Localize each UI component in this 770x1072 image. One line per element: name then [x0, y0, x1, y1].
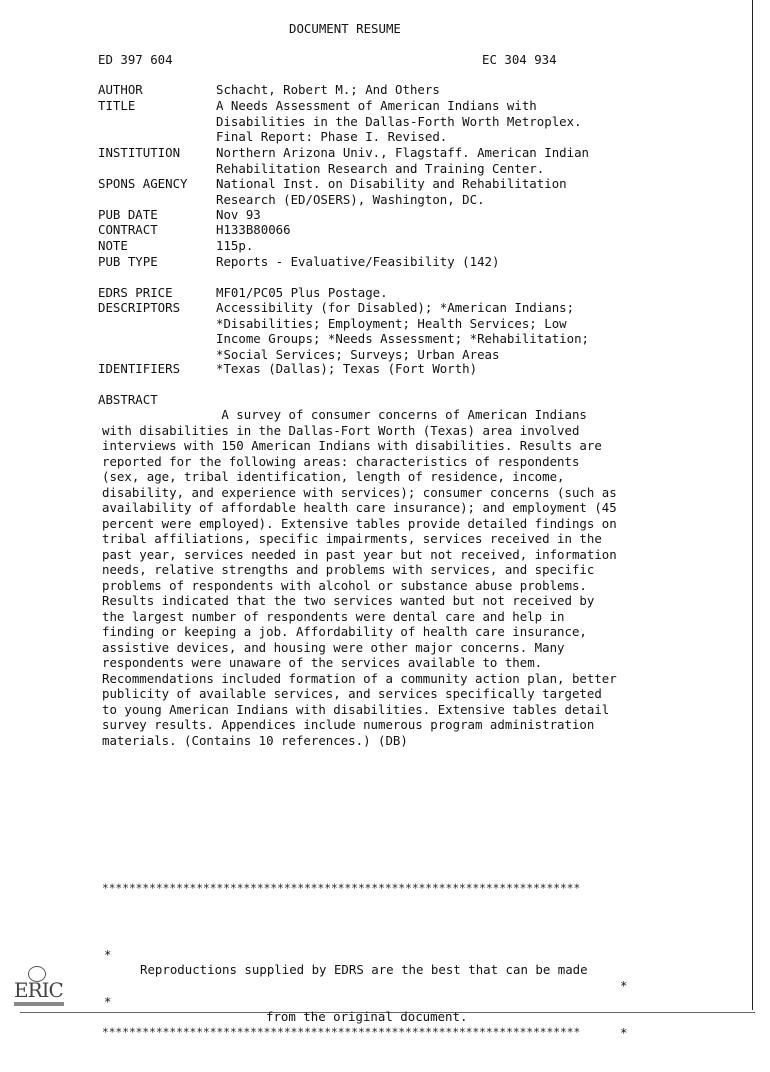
ed-number: ED 397 604: [98, 52, 173, 67]
field-value: [216, 145, 738, 176]
field-label: DESCRIPTORS: [98, 300, 181, 315]
field-value: [216, 98, 738, 145]
notice-star-right: *: [620, 1024, 628, 1040]
field-value-line: Rehabilitation Research and Training Center.: [216, 160, 545, 176]
field-label: IDENTIFIERS: [98, 361, 181, 376]
abstract-line: disability, and experience with services); consumer concerns (such as: [102, 484, 617, 500]
field-value: [216, 82, 738, 98]
field-value: [216, 254, 738, 270]
field-value-line: *Social Services; Surveys; Urban Areas: [216, 346, 500, 362]
field-label: NOTE: [98, 238, 128, 253]
field-pub-type: [98, 254, 738, 270]
field-value-line: A Needs Assessment of American Indians with: [216, 98, 537, 113]
abstract-line: problems of respondents with alcohol or substance abuse problems.: [102, 577, 587, 593]
field-label: CONTRACT: [98, 222, 158, 237]
abstract-line: tribal affiliations, specific impairments, services received in the: [102, 531, 602, 546]
abstract-line: materials. (Contains 10 references.) (DB): [102, 732, 408, 748]
field-value-line: Income Groups; *Needs Assessment; *Rehabilitation;: [216, 331, 589, 347]
field-value: [216, 222, 738, 238]
abstract-line: publicity of available services, and services specifically targeted: [102, 686, 602, 701]
abstract-line: A survey of consumer concerns of American Indians: [102, 407, 587, 422]
notice-star-left: *: [104, 993, 112, 1009]
field-value: [216, 176, 738, 207]
abstract-line: needs, relative strengths and problems with services, and specific: [102, 562, 595, 577]
field-contract: [98, 222, 738, 238]
eric-logo: [8, 962, 64, 1008]
abstract-label: ABSTRACT: [98, 392, 158, 407]
abstract-body: [102, 407, 732, 748]
eric-logo-strip: [14, 1002, 64, 1006]
abstract-line: the largest number of respondents were dental care and help in: [102, 608, 565, 624]
field-value: [216, 238, 738, 254]
field-label: SPONS AGENCY: [98, 176, 188, 191]
field-institution: [98, 145, 738, 176]
field-label: AUTHOR: [98, 82, 143, 97]
notice-star-right: *: [620, 977, 628, 993]
field-value: [216, 285, 738, 301]
abstract-line: (sex, age, tribal identification, length of residence, income,: [102, 469, 565, 484]
abstract-line: Recommendations included formation of a community action plan, better: [102, 670, 617, 686]
notice-bottom-border: ***********************************************************************: [102, 1026, 581, 1040]
abstract-line: assistive devices, and housing were other major concerns. Many: [102, 639, 565, 655]
ec-number: EC 304 934: [482, 52, 557, 67]
field-title: [98, 98, 738, 145]
notice-top-border: ***********************************************************************: [102, 882, 581, 896]
field-value-line: Nov 93: [216, 207, 261, 222]
field-value: [216, 300, 738, 362]
field-descriptors: [98, 300, 738, 362]
field-identifiers: [98, 361, 738, 377]
abstract-line: with disabilities in the Dallas-Fort Worth (Texas) area involved: [102, 422, 580, 438]
field-label: PUB DATE: [98, 207, 158, 222]
field-value: [216, 207, 738, 223]
field-value-line: *Texas (Dallas); Texas (Fort Worth): [216, 361, 478, 376]
field-edrs-price: [98, 285, 738, 301]
abstract-line: reported for the following areas: characteristics of respondents: [102, 453, 580, 469]
field-pub-date: [98, 207, 738, 223]
abstract-line: Results indicated that the two services wanted but not received by: [102, 593, 595, 608]
field-label: INSTITUTION: [98, 145, 181, 160]
field-value-line: Final Report: Phase I. Revised.: [216, 129, 448, 145]
abstract-line: interviews with 150 American Indians with disabilities. Results are: [102, 438, 602, 453]
field-value-line: Accessibility (for Disabled); *American Indians;: [216, 300, 575, 315]
eric-logo-text: ERIC: [14, 978, 63, 1002]
field-label: TITLE: [98, 98, 136, 113]
notice-star-left: *: [104, 946, 112, 962]
abstract-line: past year, services needed in past year but not received, information: [102, 546, 617, 562]
field-value: [216, 361, 738, 377]
field-value-line: Research (ED/OSERS), Washington, DC.: [216, 191, 485, 207]
field-spons-agency: [98, 176, 738, 207]
field-value-line: Schacht, Robert M.; And Others: [216, 82, 440, 97]
field-value-line: 115p.: [216, 238, 254, 253]
scan-edge-line: [752, 0, 753, 1010]
abstract-line: survey results. Appendices include numerous program administration: [102, 717, 595, 732]
notice-line-2: from the original document.: [266, 1009, 468, 1025]
field-value-line: *Disabilities; Employment; Health Services; Low: [216, 315, 567, 331]
field-value-line: H133B80066: [216, 222, 291, 237]
field-value-line: MF01/PC05 Plus Postage.: [216, 285, 388, 300]
reproduction-notice: [102, 850, 742, 1072]
field-note: [98, 238, 738, 254]
abstract-line: availability of affordable health care insurance); and employment (45: [102, 500, 617, 515]
notice-line-1: Reproductions supplied by EDRS are the best that can be made: [140, 962, 588, 978]
field-value-line: Reports - Evaluative/Feasibility (142): [216, 254, 500, 269]
field-label: PUB TYPE: [98, 254, 158, 269]
document-title: DOCUMENT RESUME: [289, 21, 401, 36]
field-author: [98, 82, 738, 98]
abstract-line: percent were employed). Extensive tables provide detailed findings on: [102, 515, 617, 531]
abstract-line: to young American Indians with disabilities. Extensive tables detail: [102, 701, 610, 717]
field-value-line: National Inst. on Disability and Rehabilitation: [216, 176, 567, 191]
abstract-line: finding or keeping a job. Affordability of health care insurance,: [102, 624, 587, 639]
field-value-line: Northern Arizona Univ., Flagstaff. American Indian: [216, 145, 589, 160]
field-value-line: Disabilities in the Dallas-Forth Worth Metroplex.: [216, 113, 582, 129]
field-label: EDRS PRICE: [98, 285, 173, 300]
abstract-line: respondents were unaware of the services available to them.: [102, 655, 543, 670]
